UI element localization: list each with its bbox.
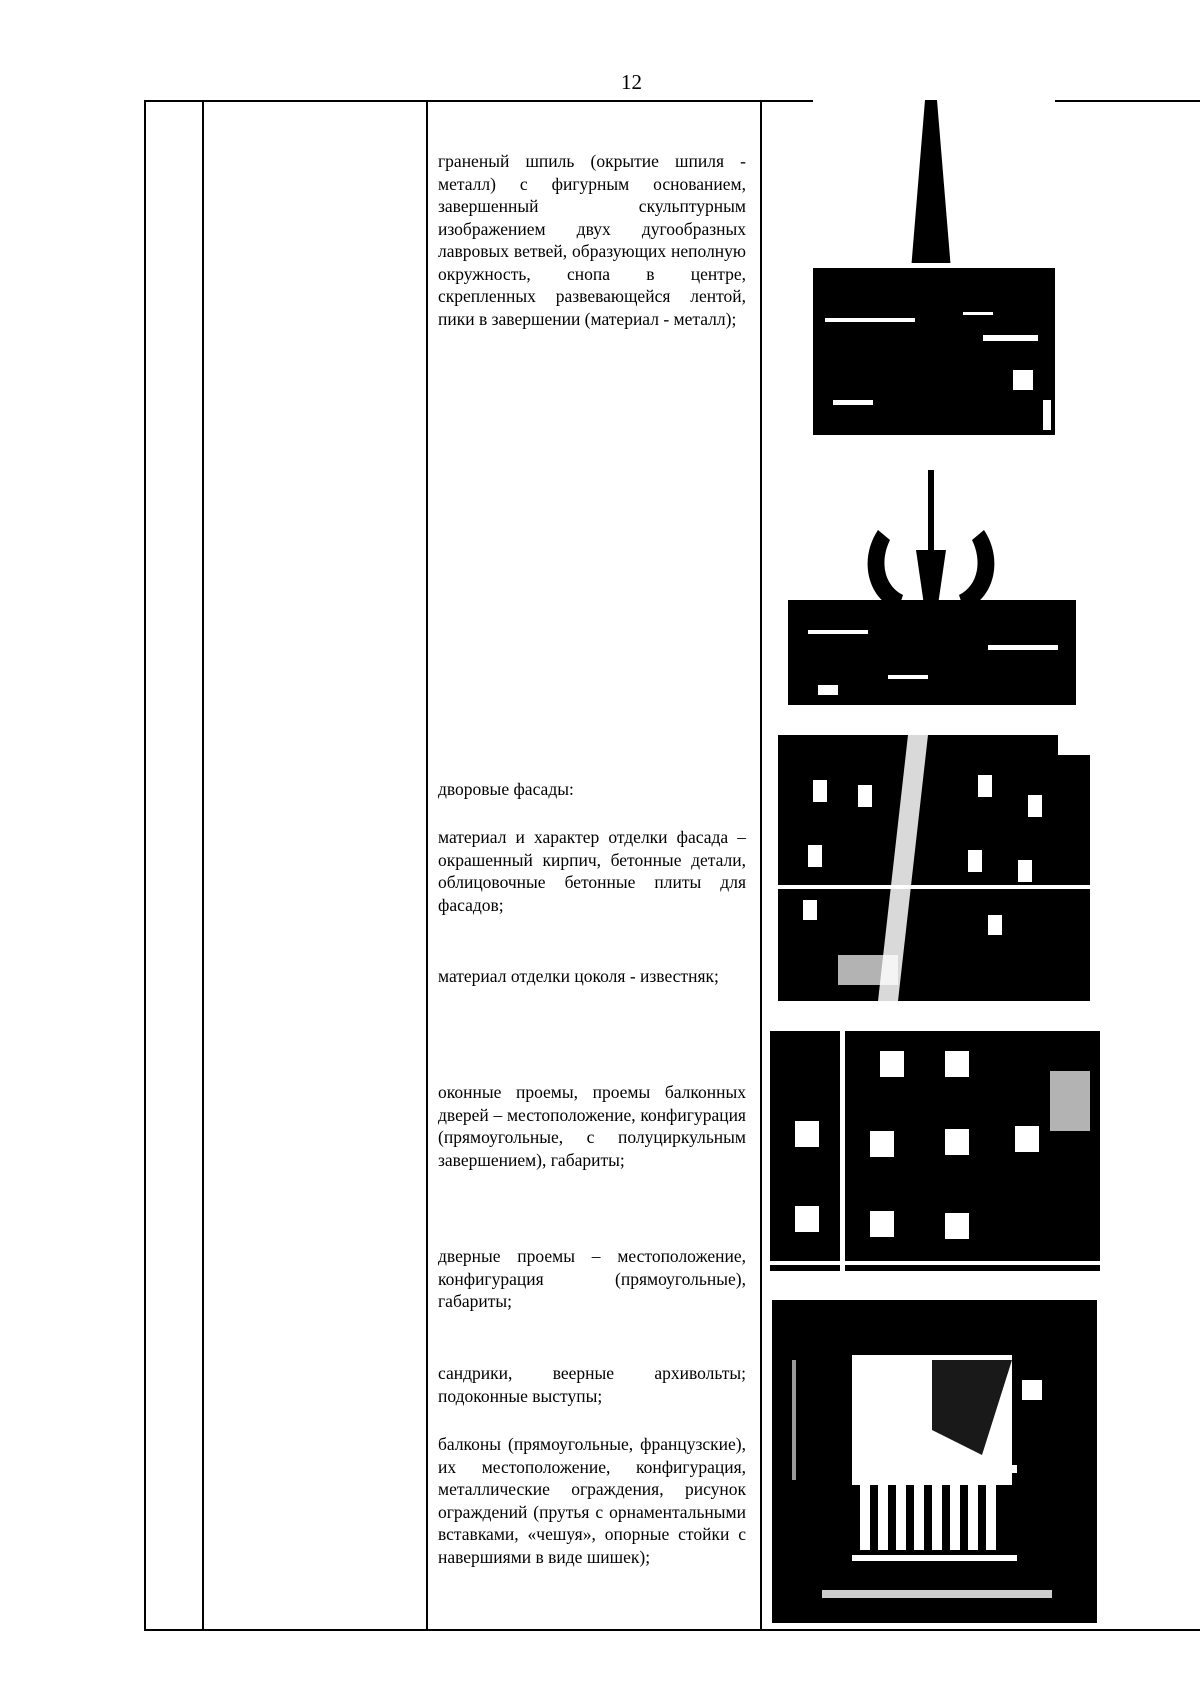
balconies-description: балконы (прямоугольные, французские), их местоположение, конфигурация, металлические ограждения, рисунок ограждений (прутья с орнаментальными вставками, «чешуя», опорные стойки с навершиями в виде шишек); xyxy=(438,1434,746,1567)
courtyard-facade-photo xyxy=(778,735,1090,1001)
windows-description: оконные проемы, проемы балконных дверей – местоположение, конфигурация (прямоугольные, с полуциркульным завершением), габариты; xyxy=(438,1082,746,1170)
balcony-photo xyxy=(772,1300,1097,1623)
courtyard-facades-heading: дворовые фасады: xyxy=(438,779,574,799)
facade-finish-description: материал и характер отделки фасада – окрашенный кирпич, бетонные детали, облицовочные бетонные плиты для фасадов; xyxy=(438,827,746,915)
spire-description: граненый шпиль (окрытие шпиля - металл) с фигурным основанием, завершенный скульптурным изображением двух дугообразных лавровых ветвей, образующих неполную окружность, снопа в центре, скрепленных развевающейся лентой, пики в завершении (материал - металл); xyxy=(438,151,746,329)
column-divider-1 xyxy=(202,102,204,1629)
column-divider-3 xyxy=(760,102,762,1629)
sculpture-photo xyxy=(788,470,1076,705)
column-divider-2 xyxy=(426,102,428,1629)
sandriks-description: сандрики, веерные архивольты; подоконные выступы; xyxy=(438,1363,746,1406)
facade-windows-photo xyxy=(770,1031,1100,1271)
plinth-description: материал отделки цоколя - известняк; xyxy=(438,966,719,986)
spire-photo xyxy=(813,100,1055,435)
doors-description: дверные проемы – местоположение, конфигурация (прямоугольные), габариты; xyxy=(438,1246,746,1311)
page-number: 12 xyxy=(621,70,642,94)
